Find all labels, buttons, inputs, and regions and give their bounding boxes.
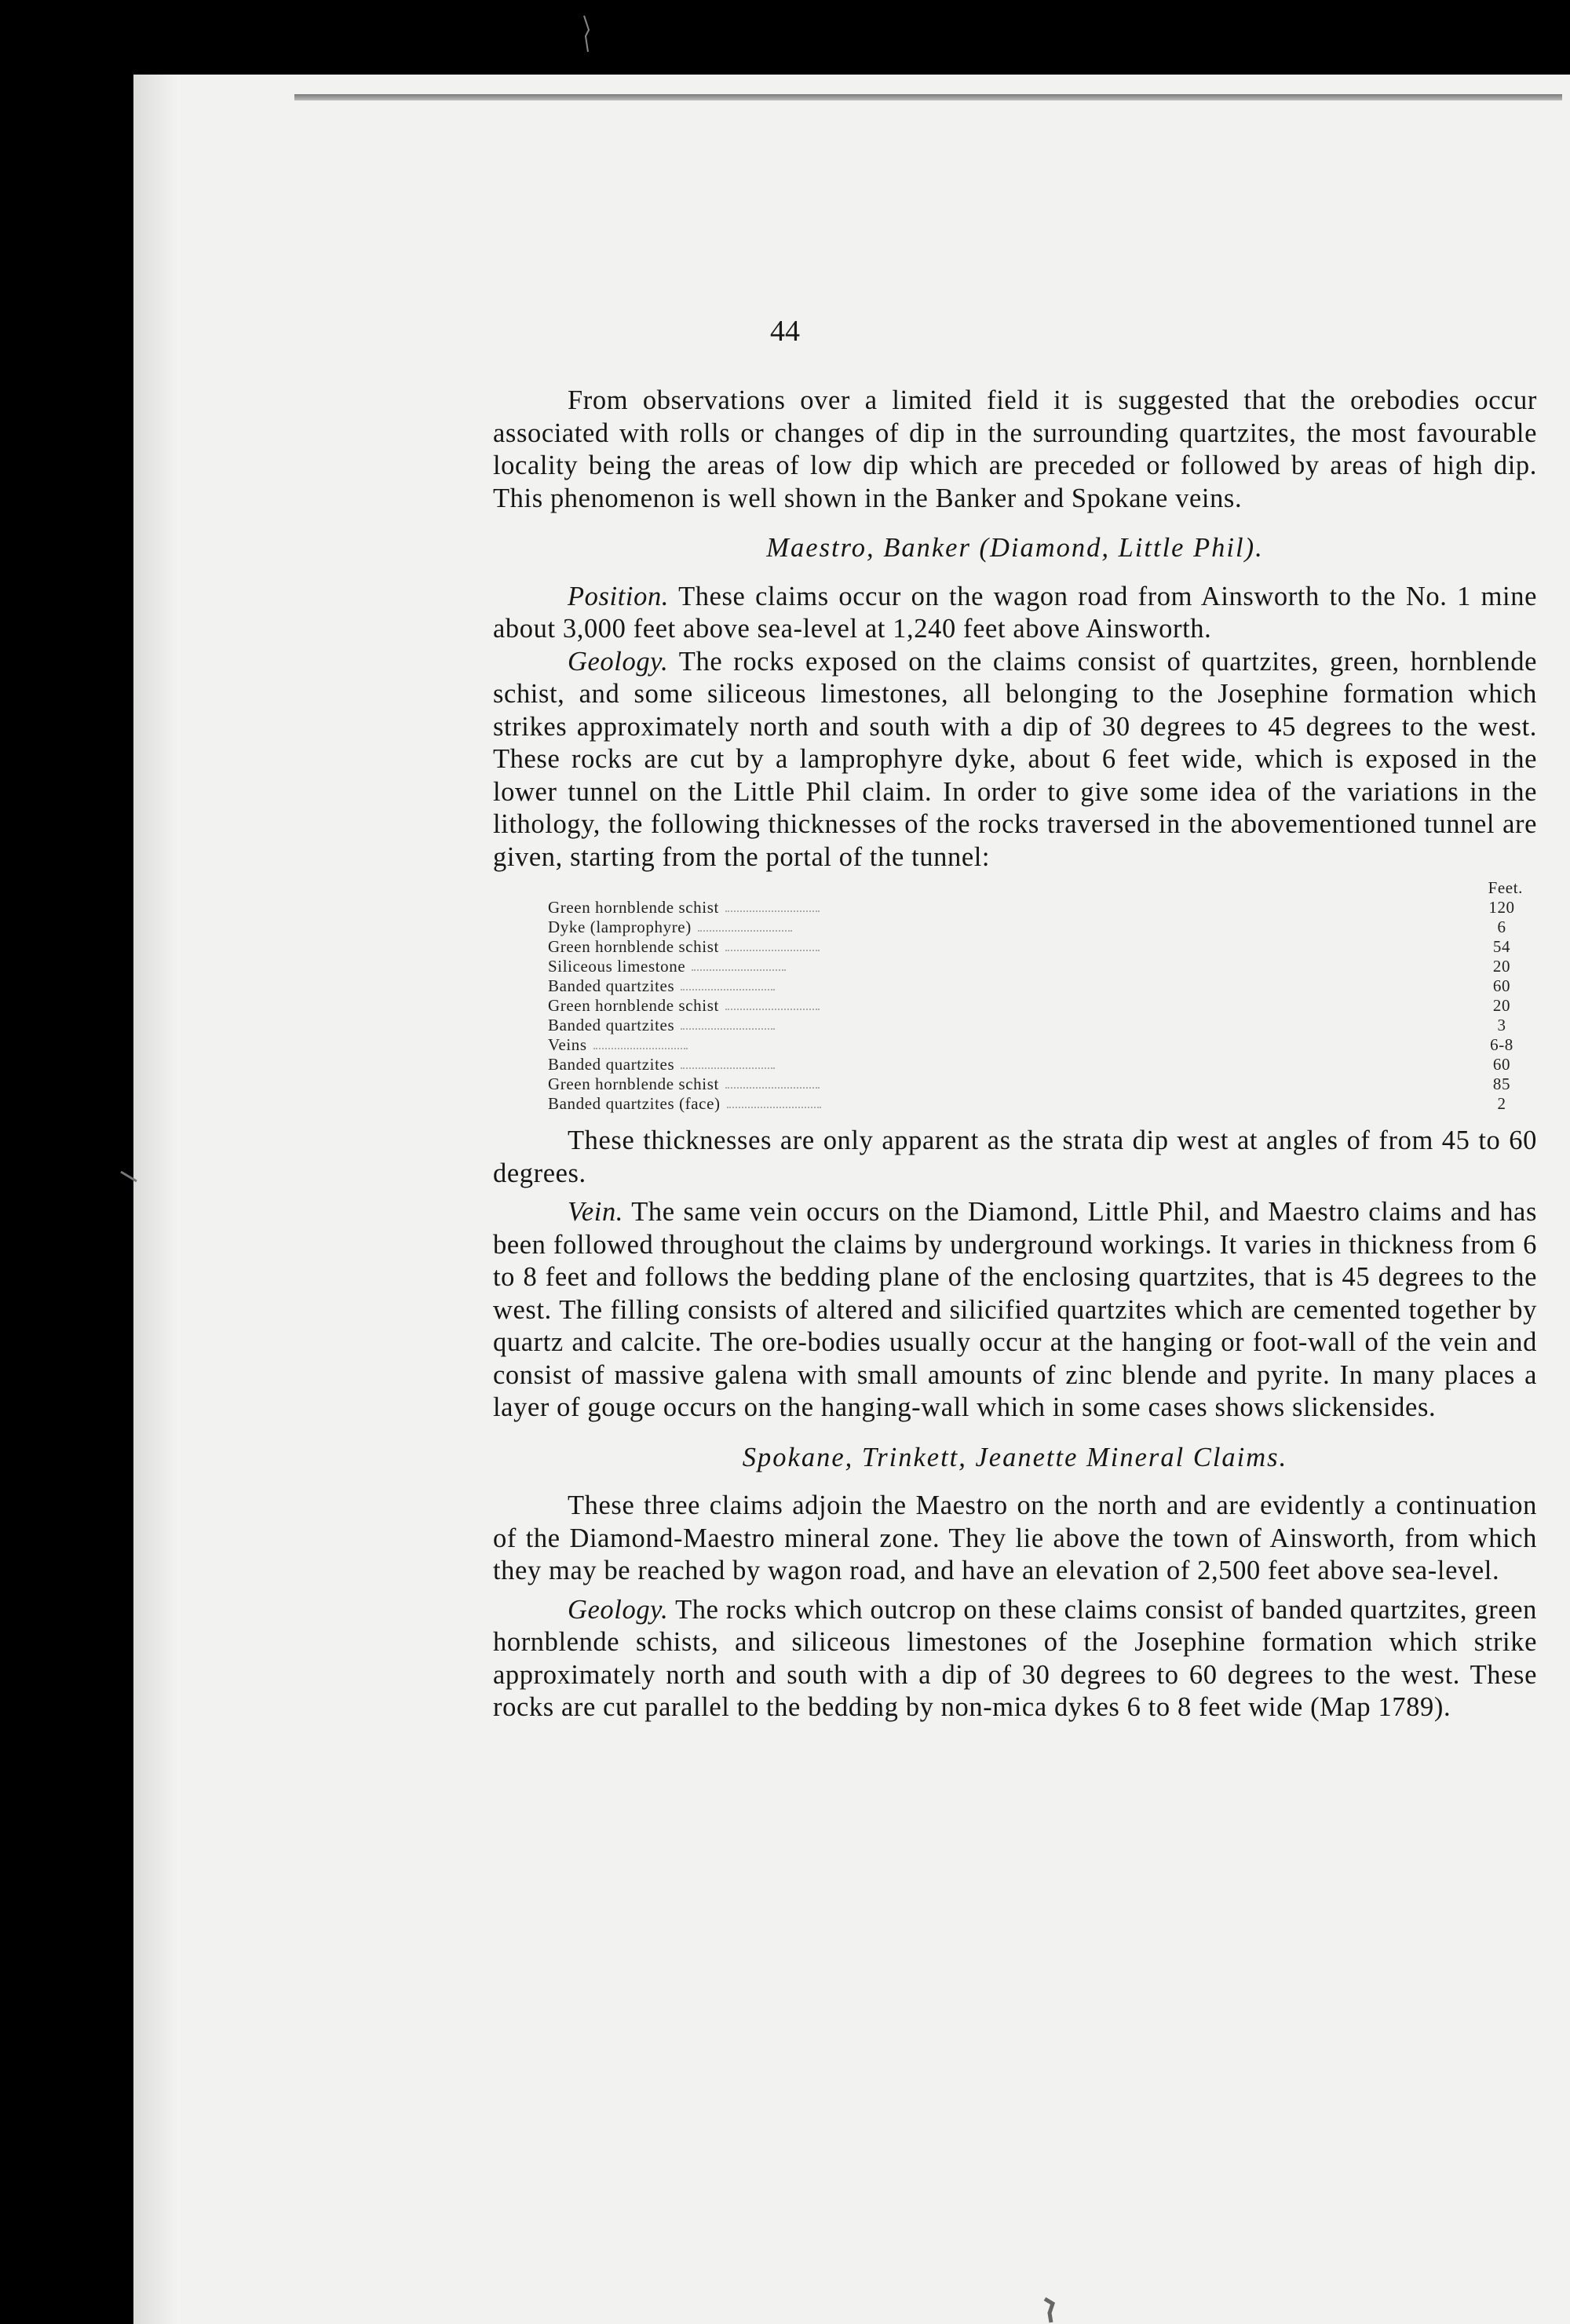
geology-label: Geology. bbox=[568, 646, 669, 677]
geology-paragraph bbox=[493, 646, 1537, 874]
page-edge bbox=[133, 75, 181, 2324]
scan-mark-bottom bbox=[1040, 2296, 1057, 2324]
table-row bbox=[548, 1094, 1529, 1114]
geology2-text: The rocks which outcrop on these claims consist of banded quartzites, green hornblende schists, and siliceous limestones of the Josephine formation which strike approximately north and south with a dip of 30 degrees to 60 degrees to the west. These rocks are cut parallel to the bedding by non-mica dykes 6 to 8 feet wide (Map 1789). bbox=[493, 1594, 1537, 1722]
table-row bbox=[548, 1074, 1529, 1094]
scan-mark-top bbox=[581, 14, 592, 53]
spokane-paragraph: These three claims adjoin the Maestro on the north and are evidently a continuation of the Diamond-Maestro mineral zone. They lie above the town of Ainsworth, from which they may be reached by wagon road, and have an elevation of 2,500 feet above sea-level. bbox=[493, 1490, 1537, 1585]
table-row bbox=[548, 957, 1529, 976]
rock-thickness: 54 bbox=[1492, 937, 1511, 956]
rock-thickness: 3 bbox=[1497, 1016, 1506, 1034]
margin-mark bbox=[118, 1166, 141, 1189]
rock-thickness: 20 bbox=[1492, 996, 1511, 1015]
table-row bbox=[548, 918, 1529, 937]
rock-thickness: 6 bbox=[1497, 918, 1506, 936]
rock-name: Green hornblende schist bbox=[548, 898, 719, 917]
rock-name: Veins bbox=[548, 1035, 587, 1054]
rock-name: Dyke (lamprophyre) bbox=[548, 918, 692, 936]
rock-name: Green hornblende schist bbox=[548, 1074, 719, 1093]
thickness-unit: Feet. bbox=[1488, 878, 1523, 897]
table-row bbox=[548, 1035, 1529, 1055]
page-text bbox=[493, 385, 1537, 1724]
rock-thickness: 20 bbox=[1492, 957, 1511, 976]
geology2-label: Geology. bbox=[568, 1594, 669, 1625]
rock-name: Banded quartzites bbox=[548, 1016, 675, 1034]
rock-name: Banded quartzites (face) bbox=[548, 1094, 721, 1113]
geology2-paragraph bbox=[493, 1594, 1537, 1724]
position-text: These claims occur on the wagon road from Ainsworth to the No. 1 mine about 3,000 feet above sea-level at 1,240 feet above Ainsworth. bbox=[493, 581, 1537, 644]
thickness-note-paragraph: These thicknesses are only apparent as the strata dip west at angles of from 45 to 60 degrees. bbox=[493, 1126, 1537, 1188]
rock-thickness: 60 bbox=[1492, 976, 1511, 995]
table-row bbox=[548, 996, 1529, 1016]
rock-name: Green hornblende schist bbox=[548, 937, 719, 956]
rock-name: Siliceous limestone bbox=[548, 957, 686, 976]
position-paragraph bbox=[493, 581, 1537, 646]
page-number: 44 bbox=[770, 315, 800, 348]
section-heading-maestro: Maestro, Banker (Diamond, Little Phil). bbox=[766, 533, 1264, 563]
vein-label: Vein. bbox=[568, 1197, 624, 1227]
geology-text: The rocks exposed on the claims consist of quartzites, green, hornblende schist, and some siliceous limestones, all belonging to the Josephine formation which strikes approximately north and south with a dip of 30 degrees to 45 degrees to the west. These rocks are cut by a lamprophyre dyke, about 6 feet wide, which is exposed in the lower tunnel on the Little Phil claim. In order to give some idea of the variations in the lithology, the following thicknesses of the rocks traversed in the abovementioned tunnel are given, starting from the portal of the tunnel: bbox=[493, 646, 1537, 872]
table-row bbox=[548, 898, 1529, 918]
thickness-table bbox=[548, 878, 1529, 1114]
rock-name: Green hornblende schist bbox=[548, 996, 719, 1015]
vein-paragraph bbox=[493, 1196, 1537, 1425]
intro-paragraph: From observations over a limited field it is suggested that the orebodies occur associated with rolls or changes of dip in the surrounding quartzites, the most favourable locality being the areas of low dip which are preceded or followed by areas of high dip. This phenomenon is well shown in the Banker and Spokane veins. bbox=[493, 385, 1537, 513]
table-row bbox=[548, 1055, 1529, 1074]
vein-text: The same vein occurs on the Diamond, Little Phil, and Maestro claims and has been followed throughout the claims by underground workings. It varies in thickness from 6 to 8 feet and follows the bedding plane of the enclosing quartzites, that is 45 degrees to the west. The filling consists of altered and silicified quartzites which are cemented together by quartz and calcite. The ore-bodies usually occur at the hanging or foot-wall of the vein and consist of massive galena with small amounts of zinc blende and pyrite. In many places a layer of gouge occurs on the hanging-wall which in some cases shows slickensides. bbox=[493, 1197, 1537, 1422]
table-row bbox=[548, 976, 1529, 996]
rock-thickness: 2 bbox=[1497, 1094, 1506, 1113]
section-heading-spokane: Spokane, Trinkett, Jeanette Mineral Claims. bbox=[742, 1442, 1288, 1472]
table-row bbox=[548, 937, 1529, 957]
rock-name: Banded quartzites bbox=[548, 1055, 675, 1074]
rock-thickness: 85 bbox=[1492, 1074, 1511, 1093]
rock-thickness: 120 bbox=[1488, 898, 1515, 917]
position-label: Position. bbox=[568, 581, 670, 611]
rock-thickness: 60 bbox=[1492, 1055, 1511, 1074]
top-rule bbox=[294, 94, 1562, 100]
table-row bbox=[548, 1016, 1529, 1035]
rock-thickness: 6-8 bbox=[1490, 1035, 1513, 1054]
rock-name: Banded quartzites bbox=[548, 976, 675, 995]
